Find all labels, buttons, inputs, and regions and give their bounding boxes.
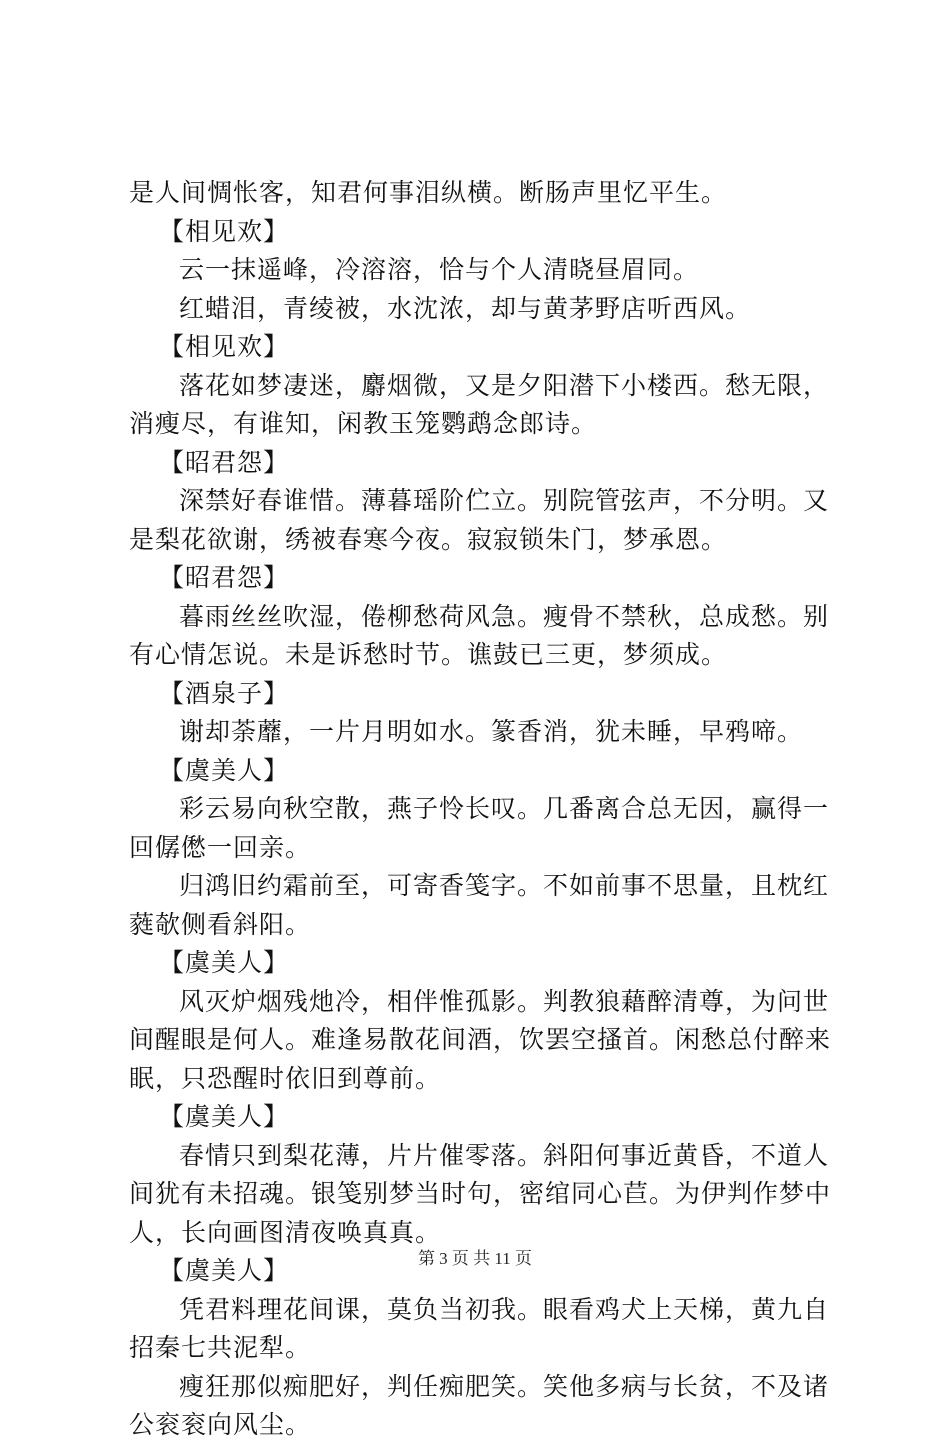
poem-title-heading: 【相见欢】: [159, 216, 290, 246]
page-footer: 第 3 页 共 11 页: [417, 1249, 533, 1268]
poem-title-heading: 【昭君怨】: [159, 447, 290, 477]
poem-title-heading: 【昭君怨】: [159, 563, 290, 592]
continued-text-line: 是人间惆怅客，知君何事泪纵横。断肠声里忆平生。: [129, 178, 728, 207]
poem-stanza: 深禁好春谁惜。薄暮瑶阶伫立。别院管弦声，不分明。又是梨花欲谢，绣被春寒今夜。寂寂锁朱门，梦承恩。: [129, 486, 830, 554]
poem-stanza: 春情只到梨花薄，片片催零落。斜阳何事近黄昏，不道人间犹有未招魂。银笺别梦当时句，密绾同心苣。为伊判作梦中人，长向画图清夜唤真真。: [129, 1140, 832, 1247]
poem-stanza: 凭君料理花间课，莫负当初我。眼看鸡犬上天梯，黄九自招秦七共泥犁。: [129, 1294, 830, 1362]
poem-title-heading: 【相见欢】: [159, 332, 290, 361]
poem-title-heading: 【虞美人】: [159, 1256, 290, 1285]
poem-stanza: 云一抹遥峰，冷溶溶，恰与个人清晓昼眉同。: [179, 255, 700, 284]
poem-title-heading: 【虞美人】: [159, 755, 290, 785]
poem-stanza: 归鸿旧约霜前至，可寄香笺字。不如前事不思量，且枕红蕤欹侧看斜阳。: [129, 871, 830, 939]
poem-stanza: 暮雨丝丝吹湿，倦柳愁荷风急。瘦骨不禁秋，总成愁。别有心情怎说。未是诉愁时节。谯鼓已三更，梦须成。: [129, 601, 830, 669]
poem-title-heading: 【酒泉子】: [159, 678, 290, 708]
poem-stanza: 瘦狂那似痴肥好，判任痴肥笑。笑他多病与长贫，不及诸公衮衮向风尘。: [129, 1371, 830, 1439]
poem-stanza: 红蜡泪，青绫被，水沈浓，却与黄茅野店听西风。: [179, 293, 752, 323]
poem-stanza: 落花如梦凄迷，麝烟微，又是夕阳潜下小楼西。愁无限，消瘦尽，有谁知，闲教玉笼鹦鹉念郎诗。: [129, 370, 830, 438]
poem-title-heading: 【虞美人】: [159, 948, 290, 977]
poem-title-heading: 【虞美人】: [159, 1102, 290, 1131]
poem-stanza: 谢却荼蘼，一片月明如水。篆香消，犹未睡，早鸦啼。: [179, 717, 804, 746]
poem-stanza: 风灭炉烟残灺冷，相伴惟孤影。判教狼藉醉清尊，为问世间醒眼是何人。难逢易散花间酒，饮罢空搔首。闲愁总付醉来眠，只恐醒时依旧到尊前。: [129, 986, 832, 1093]
poem-stanza: 彩云易向秋空散，燕子怜长叹。几番离合总无因，赢得一回僝僽一回亲。: [129, 794, 830, 862]
